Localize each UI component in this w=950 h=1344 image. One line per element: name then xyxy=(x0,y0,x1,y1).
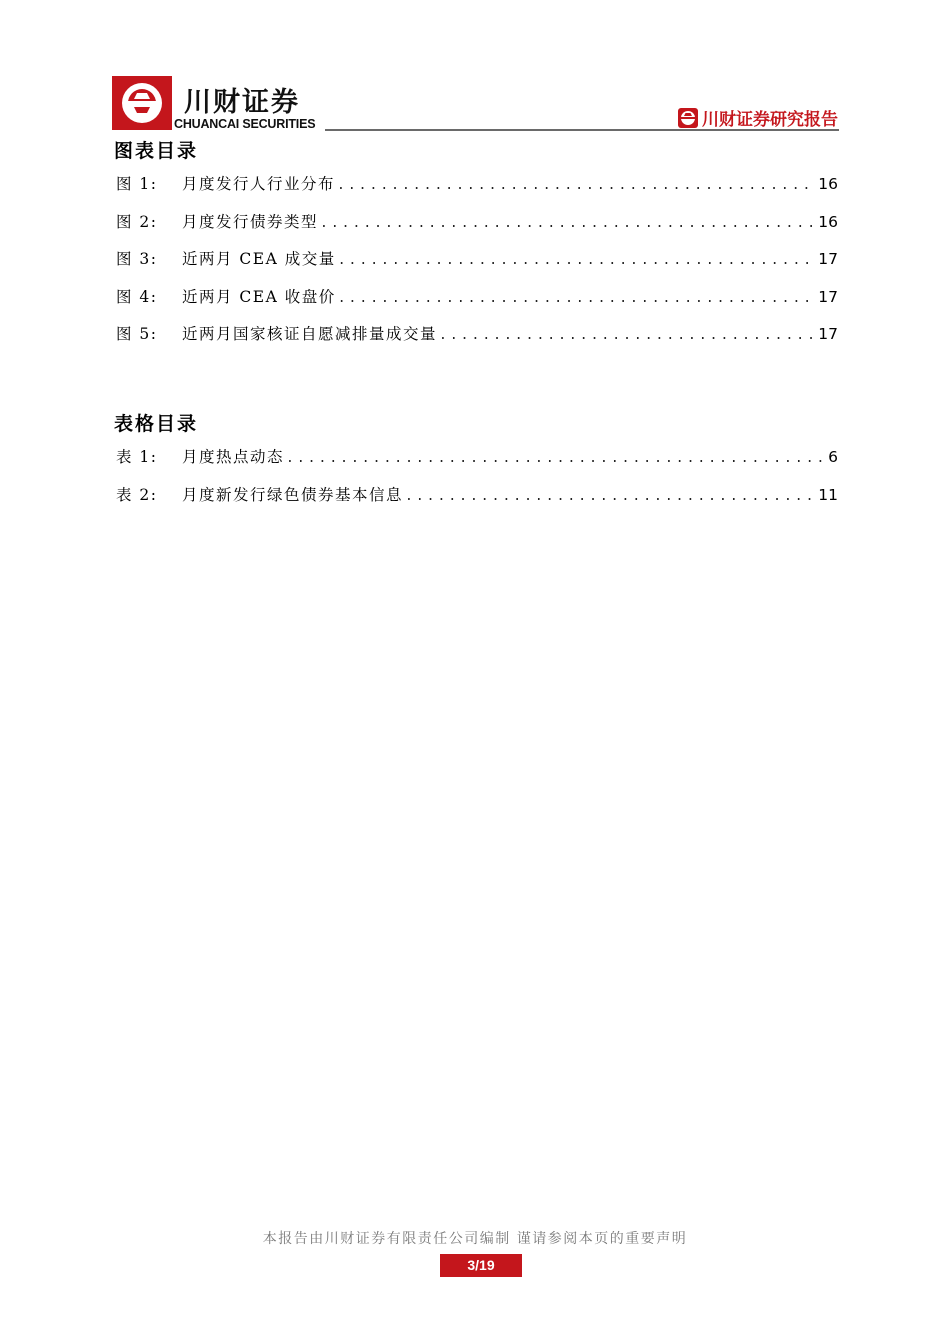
toc-entry[interactable] xyxy=(116,445,838,483)
toc-entry-title[interactable]: 月度新发行绿色债券基本信息 xyxy=(182,485,404,504)
toc-entry-label: 图 3: xyxy=(116,250,158,268)
toc-entry[interactable] xyxy=(116,483,838,521)
figures-toc-list xyxy=(116,172,838,360)
toc-entry-label: 图 2: xyxy=(116,212,158,231)
toc-entry-page[interactable]: 17 xyxy=(818,250,838,268)
company-logo-icon xyxy=(112,76,172,130)
toc-entry-title[interactable]: 近两月国家核证自愿减排量成交量 xyxy=(182,325,438,343)
toc-leader-dots xyxy=(405,489,816,504)
report-logo-icon xyxy=(678,108,698,128)
toc-entry-page[interactable]: 17 xyxy=(818,287,838,306)
toc-leader-dots xyxy=(439,328,816,343)
toc-leader-dots xyxy=(286,451,826,466)
toc-entry-page[interactable]: 17 xyxy=(818,325,838,343)
page-number-badge: 3/19 xyxy=(440,1254,522,1277)
toc-entry-page[interactable]: 6 xyxy=(828,448,838,466)
tables-toc-title: 表格目录 xyxy=(114,413,199,435)
brand-name-en: CHUANCAI SECURITIES xyxy=(174,117,316,131)
toc-entry-page[interactable]: 11 xyxy=(818,485,838,504)
toc-entry-title[interactable]: 近两月 CEA 成交量 xyxy=(182,250,336,268)
toc-entry-title[interactable]: 月度发行债券类型 xyxy=(182,212,319,231)
report-label xyxy=(678,105,838,130)
toc-leader-dots xyxy=(337,178,816,193)
figures-toc-title: 图表目录 xyxy=(114,140,199,162)
footer-disclaimer: 本报告由川财证券有限责任公司编制 谨请参阅本页的重要声明 xyxy=(262,1231,688,1247)
toc-entry[interactable] xyxy=(116,247,838,285)
report-label-text: 川财证券研究报告 xyxy=(702,110,838,130)
toc-leader-dots xyxy=(338,253,817,268)
toc-entry[interactable] xyxy=(116,322,838,360)
toc-entry[interactable] xyxy=(116,285,838,323)
toc-entry-label: 图 1: xyxy=(116,175,158,193)
toc-entry-title[interactable]: 月度热点动态 xyxy=(182,448,285,466)
toc-entry-title[interactable]: 月度发行人行业分布 xyxy=(182,175,336,193)
tables-toc-list xyxy=(116,445,838,520)
toc-entry-page[interactable]: 16 xyxy=(818,212,838,231)
toc-entry-title[interactable]: 近两月 CEA 收盘价 xyxy=(182,287,336,306)
toc-entry[interactable] xyxy=(116,172,838,210)
toc-leader-dots xyxy=(320,216,816,231)
toc-entry-label: 表 2: xyxy=(116,485,158,504)
toc-entry[interactable] xyxy=(116,210,838,248)
toc-entry-label: 图 4: xyxy=(116,287,158,306)
brand-name-cn: 川财证券 xyxy=(184,87,300,118)
toc-entry-label: 表 1: xyxy=(116,448,158,466)
toc-leader-dots xyxy=(338,291,817,306)
toc-entry-page[interactable]: 16 xyxy=(818,175,838,193)
toc-entry-label: 图 5: xyxy=(116,325,158,343)
